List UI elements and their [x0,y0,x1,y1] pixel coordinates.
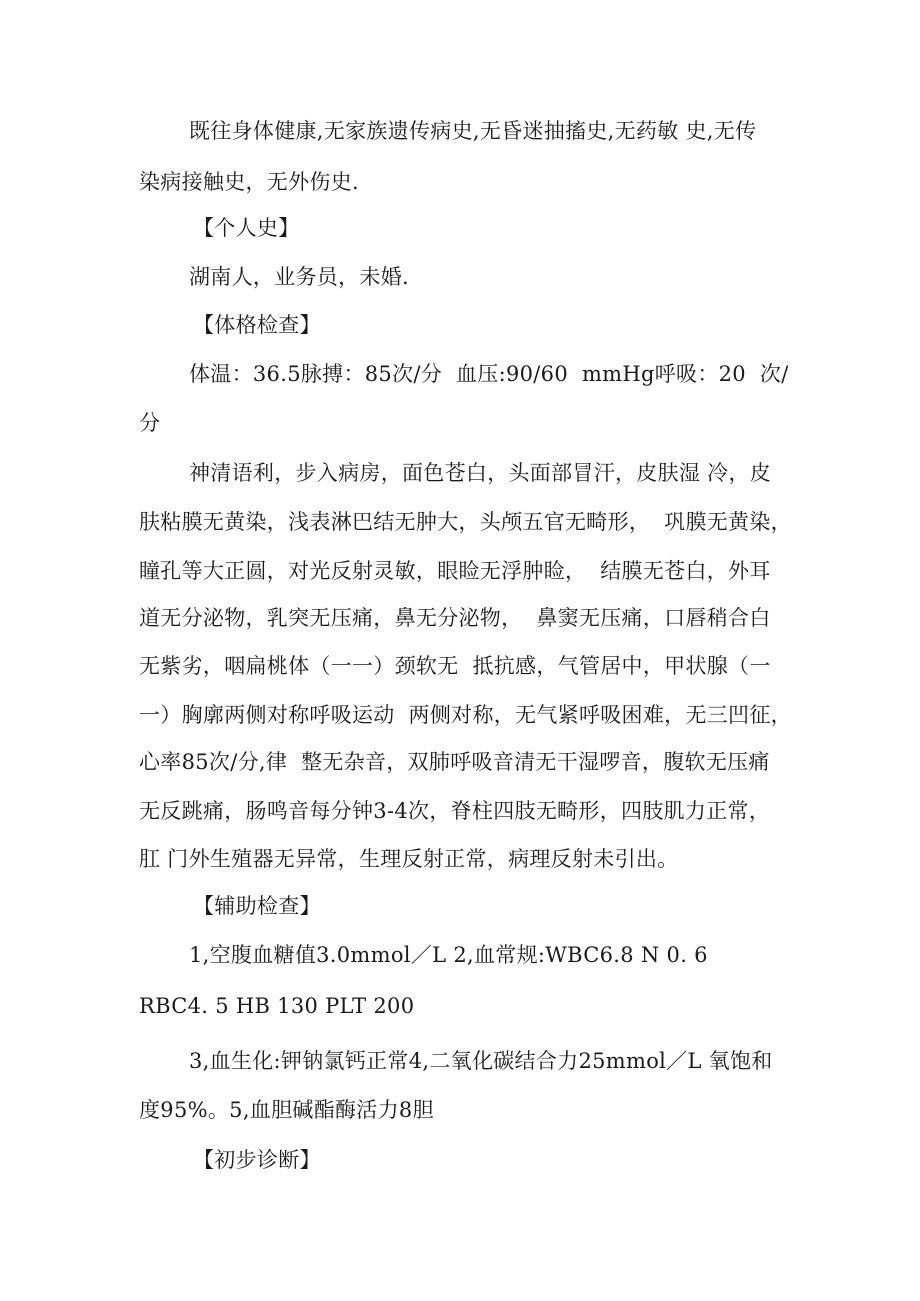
auxiliary-exam-line: RBC4. 5 HB 130 PLT 200 [139,994,415,1018]
auxiliary-exam-line: 度95%。5,血胆碱酯酶活力8胆 [139,1098,434,1122]
personal-history-heading: 【个人史】 [193,216,300,240]
past-history-line-1: 既往身体健康,无家族遗传病史,无昏迷抽搐史,无药敏 史,无传 [189,119,757,143]
exam-body-line: 一）胸廓两侧对称呼吸运动 两侧对称，无气紧呼吸困难，无三凹征， [139,703,792,727]
vitals-line-2: 分 [139,411,161,435]
physical-exam-heading: 【体格检查】 [193,313,321,337]
auxiliary-exam-line: 3,血生化:钾钠氯钙正常4,二氧化碳结合力25mmol／L 氧饱和 [189,1049,773,1073]
exam-body-line: 心率85次/分,律 整无杂音，双肺呼吸音清无干湿啰音，腹软无压痛 [139,750,770,774]
exam-body-line: 无紫劣，咽扁桃体（一一）颈软无 抵抗感，气管居中，甲状腺（一 [139,654,771,678]
preliminary-diagnosis-heading: 【初步诊断】 [193,1148,321,1172]
personal-history-text: 湖南人，业务员，未婚. [189,265,409,289]
auxiliary-exam-line: 1,空腹血糖值3.0mmol／L 2,血常规:WBC6.8 N 0. 6 [189,943,708,967]
exam-body-line: 无反跳痛，肠鸣音每分钟3-4次，脊柱四肢无畸形，四肢肌力正常， [139,799,771,823]
exam-body-line: 道无分泌物，乳突无压痛，鼻无分泌物， 鼻窦无压痛，口唇稍合白 [139,606,771,630]
exam-body-line: 瞳孔等大正圆，对光反射灵敏，眼睑无浮肿睑， 结膜无苍白，外耳 [139,559,771,583]
past-history-line-2: 染病接触史，无外伤史. [139,170,359,194]
exam-body-line: 神清语利，步入病房，面色苍白，头面部冒汗，皮肤湿 冷，皮 [189,461,772,485]
auxiliary-exam-heading: 【辅助检查】 [193,894,321,918]
exam-body-line: 肛 门外生殖器无异常，生理反射正常，病理反射未引出。 [139,847,679,871]
vitals-line-1: 体温：36.5脉搏：85次/分 血压:90/60 mmHg呼吸：20 次/ [189,362,789,386]
exam-body-line: 肤粘膜无黄染，浅表淋巴结无肿大，头颅五官无畸形， 巩膜无黄染， [139,510,792,534]
